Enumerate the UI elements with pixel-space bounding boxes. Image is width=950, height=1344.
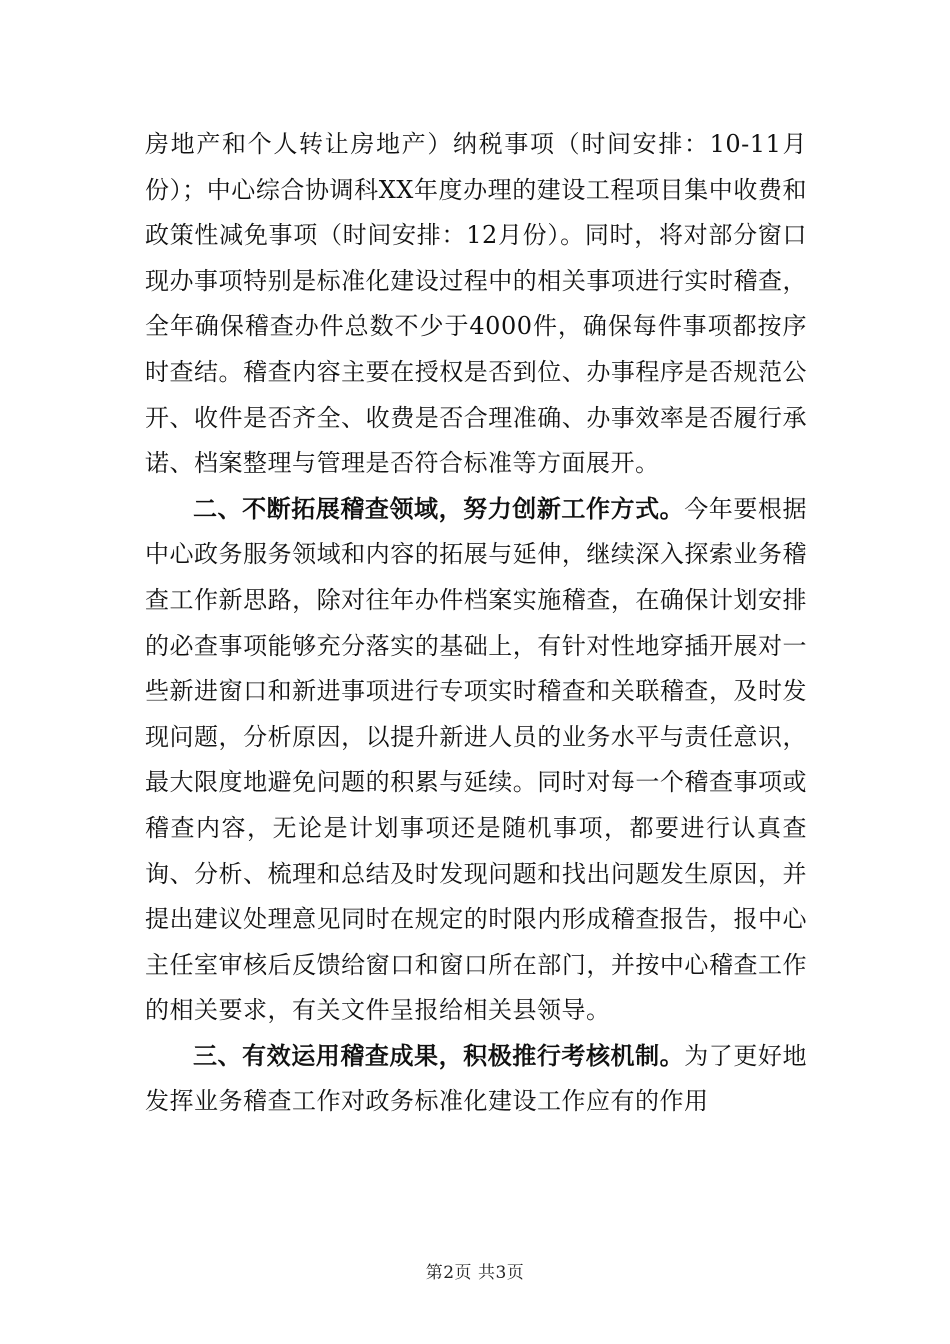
paragraph-text: 为了更好地发挥业务稽查工作对政务标准化建设工作应有的作用 — [145, 1041, 807, 1116]
paragraph-section-two — [145, 487, 807, 1034]
paragraph-continued — [145, 122, 807, 487]
page-footer — [0, 1258, 950, 1283]
section-heading: 三、有效运用稽查成果，积极推行考核机制。 — [193, 1041, 685, 1070]
page-number-label: 第2页 共3页 — [425, 1263, 525, 1283]
paragraph-text: 房地产和个人转让房地产）纳税事项（时间安排：10-11月份）；中心综合协调科XX年度办理的建设工程项目集中收费和政策性减免事项（时间安排：12月份）。同时，将对部分窗口现办事项特别是标准化建设过程中的相关事项进行实时稽查，全年确保稽查办件总数不少于4000件，确保每件事项都按序时查结。稽查内容主要在授权是否到位、办事程序是否规范公开、收件是否齐全、收费是否合理准确、办事效率是否履行承诺、档案整理与管理是否符合标准等方面展开。 — [145, 130, 807, 478]
section-heading: 二、不断拓展稽查领域，努力创新工作方式。 — [193, 494, 685, 523]
paragraph-text: 今年要根据中心政务服务领域和内容的拓展与延伸，继续深入探索业务稽查工作新思路，除对往年办件档案实施稽查，在确保计划安排的必查事项能够充分落实的基础上，有针对性地穿插开展对一些新进窗口和新进事项进行专项实时稽查和关联稽查，及时发现问题，分析原因，以提升新进人员的业务水平与责任意识，最大限度地避免问题的积累与延续。同时对每一个稽查事项或稽查内容，无论是计划事项还是随机事项，都要进行认真查询、分析、梳理和总结及时发现问题和找出问题发生原因，并提出建议处理意见同时在规定的时限内形成稽查报告，报中心主任室审核后反馈给窗口和窗口所在部门，并按中心稽查工作的相关要求，有关文件呈报给相关县领导。 — [145, 494, 807, 1025]
document-body — [145, 122, 807, 1125]
paragraph-section-three — [145, 1034, 807, 1125]
